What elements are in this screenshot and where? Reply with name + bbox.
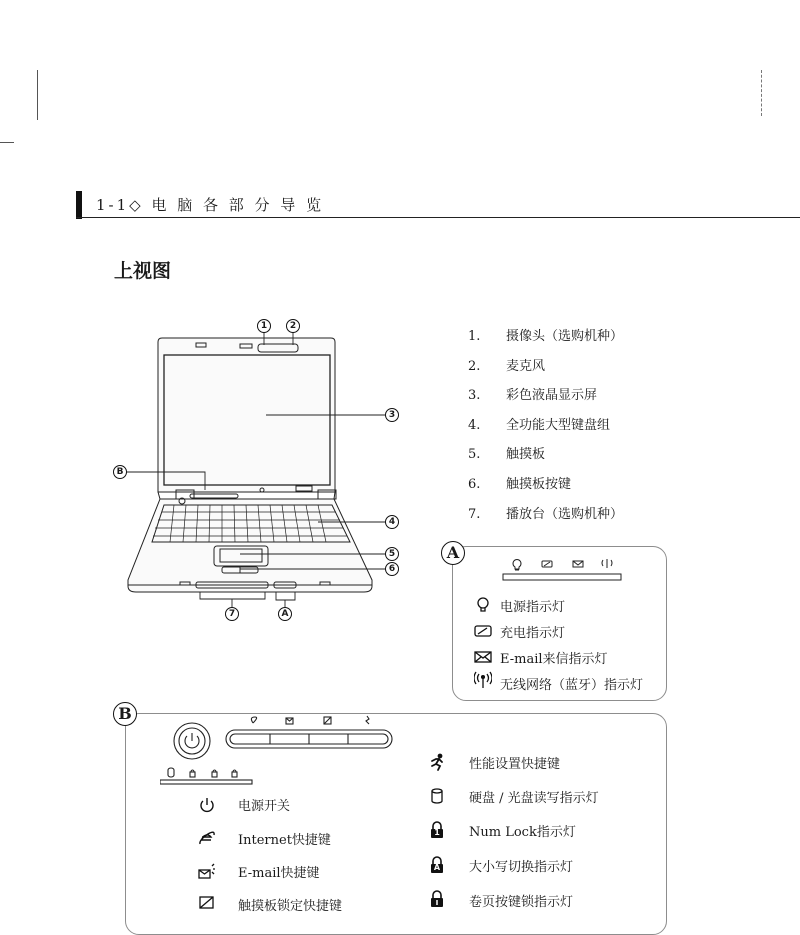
- touchpad-lock-icon: [198, 893, 216, 911]
- callout-1: 1: [257, 319, 271, 333]
- section-marker: [76, 191, 82, 219]
- panel-b-right-label: 性能设置快捷键: [469, 757, 561, 772]
- panel-b-left-label: E-mail快捷键: [238, 866, 320, 881]
- legend-item: 4. 全功能大型键盘组: [468, 417, 611, 433]
- crop-mark-left: [37, 70, 38, 120]
- laptop-illustration: [110, 310, 430, 630]
- panel-a-item-label: 无线网络（蓝牙）指示灯: [500, 678, 644, 693]
- crop-mark-horizontal: [0, 142, 14, 143]
- page-heading: 上视图: [114, 260, 172, 282]
- performance-runner-icon: [428, 753, 446, 771]
- panel-b-right-label: 大小写切换指示灯: [469, 860, 574, 875]
- caps-lock-icon: [428, 856, 446, 874]
- parts-legend: [468, 324, 623, 531]
- internet-explorer-icon: [198, 829, 216, 847]
- callout-5: 5: [385, 547, 399, 561]
- legend-item: 2. 麦克风: [468, 358, 546, 374]
- crop-mark-right: [761, 70, 762, 116]
- disk-drive-icon: [428, 787, 446, 805]
- panel-b-left-label: Internet快捷键: [238, 833, 331, 848]
- power-icon: [198, 796, 216, 814]
- indicator-strip: [500, 556, 625, 584]
- bulb-icon: [474, 596, 492, 614]
- legend-item: 5. 触摸板: [468, 447, 546, 463]
- callout-3: 3: [385, 408, 399, 422]
- panel-a-item-label: E-mail来信指示灯: [500, 652, 608, 667]
- hotkey-strip: [160, 713, 400, 789]
- callout-4: 4: [385, 515, 399, 529]
- panel-b-left-label: 电源开关: [238, 799, 291, 814]
- legend-item: 3. 彩色液晶显示屏: [468, 388, 598, 404]
- panel-b-right-label: Num Lock指示灯: [469, 825, 576, 840]
- caps-lock-glyph: A: [433, 863, 441, 872]
- legend-item: 6. 触摸板按键: [468, 476, 572, 492]
- legend-item: 7. 播放台（选购机种）: [468, 506, 624, 522]
- callout-7: 7: [225, 607, 239, 621]
- callout-b: B: [113, 465, 127, 479]
- callout-2: 2: [286, 319, 300, 333]
- panel-b-left-label: 触摸板锁定快捷键: [238, 899, 343, 914]
- panel-a-item-label: 充电指示灯: [500, 626, 566, 641]
- panel-a-item-label: 电源指示灯: [500, 600, 566, 615]
- envelope-icon: [474, 648, 492, 666]
- email-icon: [198, 863, 216, 881]
- callout-6: 6: [385, 562, 399, 576]
- panel-b-right-label: 卷页按键锁指示灯: [469, 895, 574, 910]
- section-rule: [76, 217, 800, 218]
- panel-b-badge: B: [113, 702, 137, 726]
- num-lock-glyph: 1: [434, 828, 440, 837]
- legend-item: 1. 摄像头（选购机种）: [468, 329, 624, 344]
- panel-a-badge: A: [441, 541, 465, 565]
- battery-charge-icon: [474, 622, 492, 640]
- wireless-icon: [474, 671, 492, 689]
- scroll-lock-icon: [428, 890, 446, 908]
- section-title: 1-1◇ 电 脑 各 部 分 导 览: [96, 196, 325, 214]
- panel-b-right-label: 硬盘 / 光盘读写指示灯: [469, 791, 599, 806]
- callout-a: A: [278, 607, 292, 621]
- num-lock-icon: [428, 821, 446, 839]
